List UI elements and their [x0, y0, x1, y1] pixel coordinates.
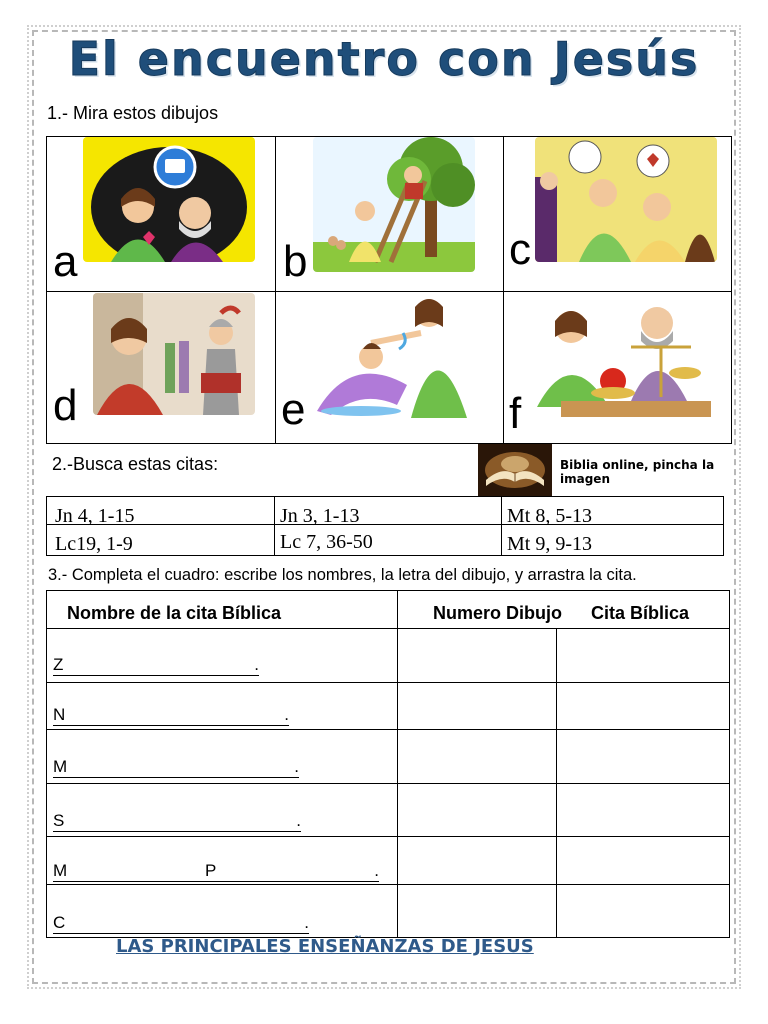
picture-letter-c: c: [509, 225, 531, 274]
picture-a: [83, 137, 255, 262]
citation: Mt 9, 9-13: [507, 533, 592, 555]
picture-letter-d: d: [53, 381, 78, 430]
section2-heading: 2.-Busca estas citas:: [52, 454, 219, 474]
answer-table: [46, 590, 730, 938]
answer-line-5[interactable]: M P .: [53, 861, 379, 880]
picture-letter-b: b: [283, 237, 308, 286]
bible-caption[interactable]: Biblia online, pincha la imagen: [560, 458, 715, 486]
bible-image-link[interactable]: [478, 444, 552, 496]
row-initial: S: [53, 811, 65, 830]
citation: Lc 7, 36-50: [280, 531, 373, 553]
citation: Jn 4, 1-15: [55, 505, 135, 527]
citation: Lc19, 1-9: [55, 533, 133, 555]
column-header-citation: Cita Bíblica: [591, 603, 690, 623]
pictures-grid: [46, 136, 732, 444]
answer-line-1[interactable]: Z .: [53, 655, 259, 674]
picture-letter-a: a: [53, 237, 78, 286]
row-initial: Z: [53, 655, 64, 674]
page-title: El encuentro con Jesús: [68, 32, 700, 86]
picture-e: [311, 293, 475, 418]
citation: Mt 8, 5-13: [507, 505, 592, 527]
picture-letter-e: e: [281, 385, 306, 434]
citation: Jn 3, 1-13: [280, 505, 360, 527]
section1-heading: 1.- Mira estos dibujos: [47, 103, 219, 123]
row-second-initial: P: [205, 861, 217, 880]
column-header-name: Nombre de la cita Bíblica: [67, 603, 282, 623]
citations-grid: [46, 496, 724, 556]
picture-letter-f: f: [509, 389, 522, 438]
answer-line-3[interactable]: M .: [53, 757, 299, 776]
picture-f: [531, 297, 711, 421]
section3-heading: 3.- Completa el cuadro: escribe los nombres, la letra del dibujo, y arrastra la cita.: [48, 566, 637, 584]
picture-c: [535, 137, 717, 262]
row-initial: N: [53, 705, 66, 724]
footer-title: LAS PRINCIPALES ENSEÑANZAS DE JESUS: [116, 936, 534, 957]
row-initial: M: [53, 757, 68, 776]
answer-line-6[interactable]: C .: [53, 913, 309, 932]
answer-line-2[interactable]: N .: [53, 705, 289, 724]
answer-line-4[interactable]: S .: [53, 811, 301, 830]
column-header-number: Numero Dibujo: [433, 603, 562, 623]
row-initial: C: [53, 913, 66, 932]
picture-b: [313, 137, 475, 272]
row-initial: M: [53, 861, 68, 880]
picture-d: [93, 293, 255, 415]
